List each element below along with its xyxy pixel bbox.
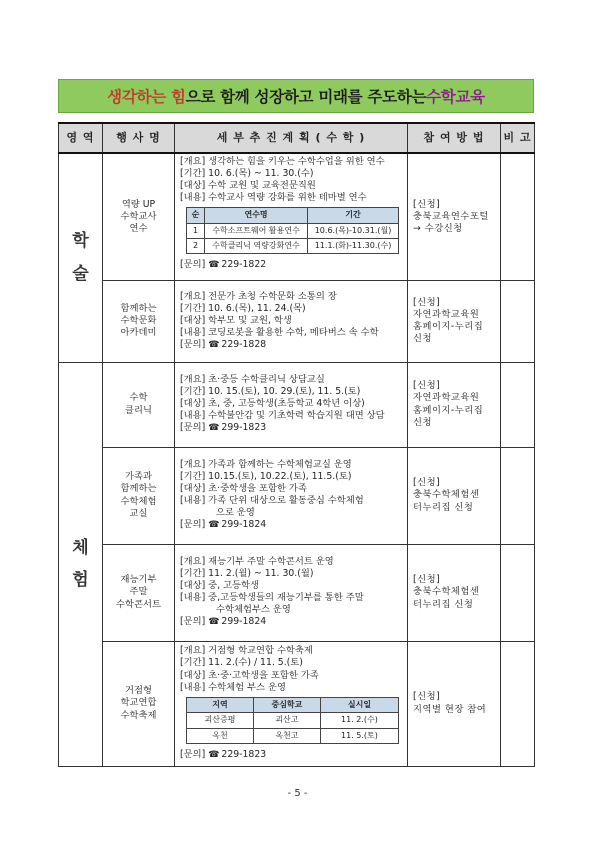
plan-cell: [개요] 생각하는 힘을 키우는 수학수업을 위한 연수 [기간] 10. 6.(목) ~ 11. 30.(수) [대상] 수학 교원 및 교육전문직원 [내용] 수학교사 역량 강화를 위한 테마별 연수 순 연수명 기간 1 수학소프트웨어 활용연수 10.6.(목)-10.31.(월) 2 수학클리닉 역량강화연수 11.1.(화)-11.30.(수) [문의] ☎ 229-1822 [175,153,408,280]
banner-middle: 으로 함께 성장하고 미래를 주도하는 [185,88,427,106]
sub-table-row: 2 수학클리닉 역량강화연수 11.1.(화)-11.30.(수) [187,239,399,254]
event-name: 함께하는 수학문화 아카데미 [103,280,175,362]
plan-cell: [개요] 가족과 함께하는 수학체험교실 운영 [기간] 10.15.(토), 10.22.(토), 11.5.(토) [대상] 초·중학생을 포함한 가족 [내용] 가족 단위 대상으로 활동중심 수학체험 으로 운영 [문의] ☎ 299-1824 [175,447,408,544]
header-event: 행 사 명 [103,123,175,153]
area-cell-experience: 체 험 [59,362,103,766]
telephone-icon: ☎ [208,520,220,531]
table-row [59,280,535,362]
note-cell [501,362,535,447]
contact-line: [문의] ☎ 299-1824 [180,519,267,531]
method-cell: [신청] 자연과학교육원 홈페이지-누리집 신청 [408,362,501,447]
header-note: 비 고 [501,123,535,153]
table-row [59,447,535,544]
contact-line: [문의] ☎ 299-1824 [180,616,267,628]
telephone-icon: ☎ [208,617,220,628]
note-cell [501,447,535,544]
telephone-icon: ☎ [208,423,220,434]
note-cell [501,153,535,280]
contact-line: [문의] ☎ 229-1823 [180,748,267,760]
method-cell: [신청] 충북교육연수포털 → 수강신청 [408,153,501,280]
method-cell: [신청] 충북수학체험센 터누리집 신청 [408,544,501,641]
header-method: 참 여 방 법 [408,123,501,153]
table-row [59,544,535,641]
sub-table-row: 괴산증평 괴산고 11. 2.(수) [187,713,399,728]
banner-highlight-2: 수학교육 [426,88,485,106]
telephone-icon: ☎ [208,260,220,271]
page-banner [58,79,534,113]
table-header-row [59,123,535,153]
math-events-table [58,122,535,767]
method-cell: [신청] 자연과학교육원 홈페이지-누리집 신청 [408,280,501,362]
table-row [59,641,535,766]
plan-cell: [개요] 초·중등 수학클리닉 상담교실 [기간] 10. 15.(토), 10. 29.(토), 11. 5.(토) [대상] 초, 중, 고등학생(초등학교 4학년 이상) [내용] 수학불안감 및 기초학력 학습지원 대면 상담 [문의] ☎ 299-1823 [175,362,408,447]
method-cell: [신청] 충북수학체험센 터누리집 신청 [408,447,501,544]
method-cell: [신청] 지역별 현장 참여 [408,641,501,766]
table-row [59,362,535,447]
page-number: - 5 - [287,788,308,799]
event-name: 수학 클리닉 [103,362,175,447]
training-schedule-table: 순 연수명 기간 1 수학소프트웨어 활용연수 10.6.(목)-10.31.(월) 2 수학클리닉 역량강화연수 11.1.(화)-11.30.(수) [186,207,399,254]
contact-line: [문의] ☎ 229-1822 [180,259,267,271]
event-name: 가족과 함께하는 수학체험 교실 [103,447,175,544]
event-name: 역량 UP 수학교사 연수 [103,153,175,280]
telephone-icon: ☎ [208,749,220,760]
event-name: 재능기부 주말 수학콘서트 [103,544,175,641]
event-name: 거점형 학교연합 수학축제 [103,641,175,766]
note-cell [501,280,535,362]
plan-cell: [개요] 거점형 학교연합 수학축제 [기간] 11. 2.(수) / 11. 5.(토) [대상] 초·중·고학생을 포함한 가족 [내용] 수학체험 부스 운영 지역 중심학교 실시일 괴산증평 괴산고 11. 2.(수) 옥천 옥천고 11. 5.(토) [문의] ☎ 229-1823 [175,641,408,766]
note-cell [501,641,535,766]
sub-table-row: 옥천 옥천고 11. 5.(토) [187,728,399,743]
table-row [59,153,535,280]
plan-cell: [개요] 재능기부 주말 수학콘서트 운영 [기간] 11. 2.(월) ~ 11. 30.(월) [대상] 중, 고등학생 [내용] 중,고등학생들의 재능기부를 통한 주말 수학체험부스 운영 [문의] ☎ 299-1824 [175,544,408,641]
header-area: 영 역 [59,123,103,153]
contact-line: [문의] ☎ 299-1823 [180,422,267,434]
header-plan: 세 부 추 진 계 획 ( 수 학 ) [175,123,408,153]
plan-cell: [개요] 전문가 초청 수학문화 소통의 장 [기간] 10. 6.(목), 11. 24.(목) [대상] 학부모 및 교원, 학생 [내용] 코딩로봇을 활용한 수학, 메타버스 속 수학 [문의] ☎ 229-1828 [175,280,408,362]
telephone-icon: ☎ [208,339,220,350]
festival-schedule-table: 지역 중심학교 실시일 괴산증평 괴산고 11. 2.(수) 옥천 옥천고 11. 5.(토) [186,697,399,744]
banner-highlight-1: 생각하는 힘 [107,88,186,106]
contact-line: [문의] ☎ 229-1828 [180,338,267,350]
sub-table-row: 1 수학소프트웨어 활용연수 10.6.(목)-10.31.(월) [187,223,399,238]
area-cell-academic: 학 술 [59,153,103,362]
note-cell [501,544,535,641]
